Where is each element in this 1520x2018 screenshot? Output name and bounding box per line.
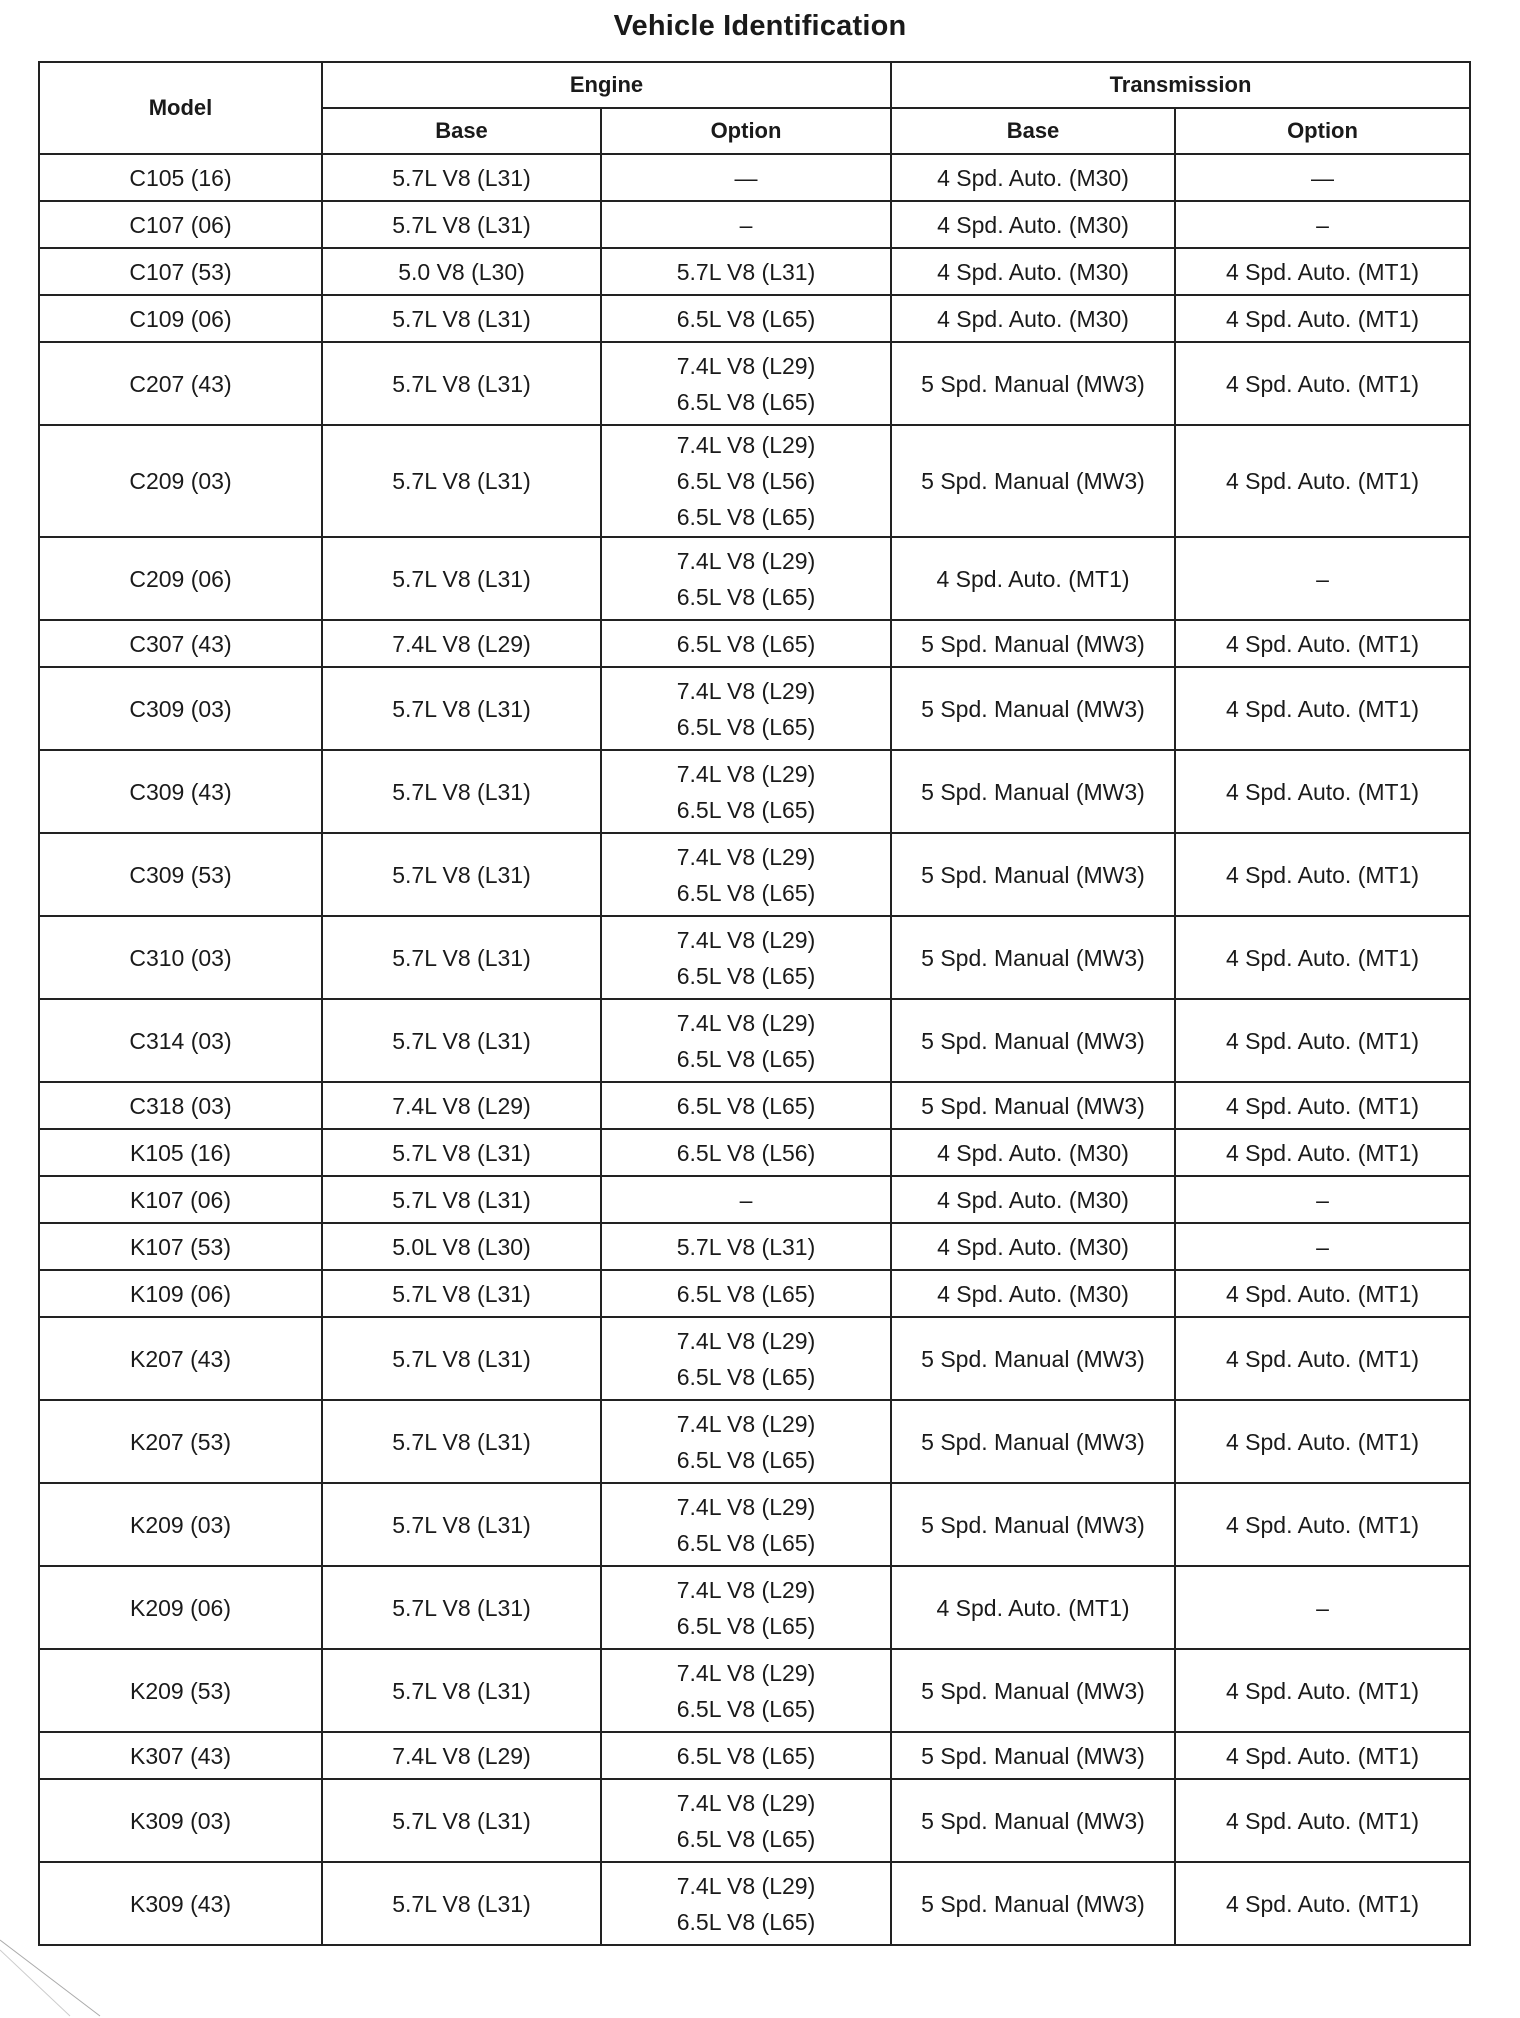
transmission-option-cell: –: [1175, 537, 1470, 620]
engine-option-line: 6.5L V8 (L65): [676, 1908, 816, 1935]
engine-option-line: 6.5L V8 (L56): [676, 1139, 816, 1166]
transmission-option-cell: 4 Spd. Auto. (MT1): [1175, 1862, 1470, 1945]
engine-base-cell: 5.7L V8 (L31): [322, 537, 601, 620]
engine-base-cell: 5.7L V8 (L31): [322, 425, 601, 537]
engine-base-cell: 5.7L V8 (L31): [322, 667, 601, 750]
engine-option-line: 6.5L V8 (L65): [676, 796, 816, 823]
transmission-base-cell: 5 Spd. Manual (MW3): [891, 833, 1175, 916]
engine-base-cell: 5.7L V8 (L31): [322, 1862, 601, 1945]
transmission-option-cell: 4 Spd. Auto. (MT1): [1175, 342, 1470, 425]
engine-base-cell: 5.7L V8 (L31): [322, 1649, 601, 1732]
table-row: [39, 1176, 1470, 1223]
table-row: [39, 1223, 1470, 1270]
engine-option-line: 7.4L V8 (L29): [676, 1789, 816, 1816]
engine-base-cell: 5.7L V8 (L31): [322, 1400, 601, 1483]
transmission-option-cell: 4 Spd. Auto. (MT1): [1175, 1129, 1470, 1176]
model-cell: C309 (43): [39, 750, 322, 833]
model-cell: K107 (06): [39, 1176, 322, 1223]
model-cell: C309 (03): [39, 667, 322, 750]
model-cell: K209 (53): [39, 1649, 322, 1732]
table-row: [39, 342, 1470, 425]
transmission-base-cell: 5 Spd. Manual (MW3): [891, 916, 1175, 999]
engine-option-line: 6.5L V8 (L65): [676, 630, 816, 657]
transmission-option-cell: 4 Spd. Auto. (MT1): [1175, 1317, 1470, 1400]
table-row: [39, 425, 1470, 537]
table-row: [39, 537, 1470, 620]
transmission-base-cell: 4 Spd. Auto. (M30): [891, 1223, 1175, 1270]
table-row: [39, 1566, 1470, 1649]
engine-option-line: 6.5L V8 (L65): [676, 1825, 816, 1852]
transmission-base-cell: 5 Spd. Manual (MW3): [891, 620, 1175, 667]
model-cell: K209 (03): [39, 1483, 322, 1566]
transmission-option-cell: 4 Spd. Auto. (MT1): [1175, 750, 1470, 833]
engine-option-cell: [601, 620, 891, 667]
transmission-option-cell: –: [1175, 201, 1470, 248]
model-cell: C307 (43): [39, 620, 322, 667]
engine-option-line: 6.5L V8 (L65): [676, 879, 816, 906]
engine-option-cell: [601, 1129, 891, 1176]
transmission-base-cell: 5 Spd. Manual (MW3): [891, 1779, 1175, 1862]
engine-base-header: Base: [322, 108, 601, 154]
transmission-base-cell: 4 Spd. Auto. (M30): [891, 201, 1175, 248]
engine-header: Engine: [322, 62, 891, 108]
engine-option-cell: [601, 425, 891, 537]
transmission-option-cell: 4 Spd. Auto. (MT1): [1175, 1649, 1470, 1732]
engine-option-line: –: [739, 211, 753, 238]
engine-option-cell: [601, 833, 891, 916]
model-cell: C310 (03): [39, 916, 322, 999]
engine-option-line: 5.7L V8 (L31): [676, 258, 816, 285]
transmission-base-cell: 4 Spd. Auto. (M30): [891, 295, 1175, 342]
transmission-base-cell: 4 Spd. Auto. (MT1): [891, 1566, 1175, 1649]
transmission-option-cell: 4 Spd. Auto. (MT1): [1175, 1779, 1470, 1862]
transmission-option-header: Option: [1175, 108, 1470, 154]
engine-option-cell: [601, 1649, 891, 1732]
table-row: [39, 999, 1470, 1082]
transmission-option-cell: 4 Spd. Auto. (MT1): [1175, 1483, 1470, 1566]
transmission-option-cell: 4 Spd. Auto. (MT1): [1175, 620, 1470, 667]
transmission-base-cell: 5 Spd. Manual (MW3): [891, 1400, 1175, 1483]
table-body: [39, 154, 1470, 1945]
engine-option-line: 6.5L V8 (L65): [676, 1446, 816, 1473]
table-row: [39, 667, 1470, 750]
transmission-option-cell: 4 Spd. Auto. (MT1): [1175, 295, 1470, 342]
engine-base-cell: 7.4L V8 (L29): [322, 1732, 601, 1779]
engine-option-line: 7.4L V8 (L29): [676, 1009, 816, 1036]
model-cell: K207 (53): [39, 1400, 322, 1483]
engine-option-line: 7.4L V8 (L29): [676, 843, 816, 870]
engine-option-line: 7.4L V8 (L29): [676, 352, 816, 379]
engine-base-cell: 5.0 V8 (L30): [322, 248, 601, 295]
table-row: [39, 1862, 1470, 1945]
transmission-option-cell: 4 Spd. Auto. (MT1): [1175, 916, 1470, 999]
scan-edge-mark: [0, 1938, 120, 2018]
engine-option-cell: [601, 154, 891, 201]
transmission-base-cell: 5 Spd. Manual (MW3): [891, 1483, 1175, 1566]
engine-option-cell: [601, 1176, 891, 1223]
engine-base-cell: 5.0L V8 (L30): [322, 1223, 601, 1270]
table-row: [39, 1270, 1470, 1317]
engine-base-cell: 5.7L V8 (L31): [322, 342, 601, 425]
transmission-option-cell: 4 Spd. Auto. (MT1): [1175, 425, 1470, 537]
model-cell: K105 (16): [39, 1129, 322, 1176]
table-row: [39, 1082, 1470, 1129]
transmission-base-cell: 5 Spd. Manual (MW3): [891, 1732, 1175, 1779]
engine-option-line: 6.5L V8 (L65): [676, 1092, 816, 1119]
transmission-option-cell: 4 Spd. Auto. (MT1): [1175, 1400, 1470, 1483]
engine-option-cell: [601, 342, 891, 425]
transmission-base-cell: 5 Spd. Manual (MW3): [891, 1862, 1175, 1945]
table-row: [39, 295, 1470, 342]
engine-option-line: 7.4L V8 (L29): [676, 1493, 816, 1520]
transmission-option-cell: 4 Spd. Auto. (MT1): [1175, 667, 1470, 750]
engine-option-line: 6.5L V8 (L65): [676, 1363, 816, 1390]
engine-option-line: 7.4L V8 (L29): [676, 1327, 816, 1354]
engine-base-cell: 5.7L V8 (L31): [322, 201, 601, 248]
engine-option-line: 6.5L V8 (L65): [676, 713, 816, 740]
engine-option-line: 6.5L V8 (L65): [676, 1742, 816, 1769]
engine-option-line: 7.4L V8 (L29): [676, 677, 816, 704]
transmission-option-cell: 4 Spd. Auto. (MT1): [1175, 1082, 1470, 1129]
engine-option-line: 7.4L V8 (L29): [676, 1410, 816, 1437]
engine-option-cell: [601, 999, 891, 1082]
table-row: [39, 916, 1470, 999]
transmission-base-cell: 5 Spd. Manual (MW3): [891, 342, 1175, 425]
transmission-base-cell: 5 Spd. Manual (MW3): [891, 1317, 1175, 1400]
transmission-base-cell: 5 Spd. Manual (MW3): [891, 999, 1175, 1082]
model-cell: C107 (06): [39, 201, 322, 248]
transmission-base-cell: 5 Spd. Manual (MW3): [891, 1082, 1175, 1129]
engine-base-cell: 5.7L V8 (L31): [322, 916, 601, 999]
table-row: [39, 833, 1470, 916]
engine-option-line: 6.5L V8 (L65): [676, 388, 816, 415]
table-row: [39, 1732, 1470, 1779]
page-title: Vehicle Identification: [613, 10, 907, 42]
model-header: Model: [39, 62, 322, 154]
engine-option-line: 6.5L V8 (L56): [676, 468, 816, 494]
engine-option-cell: [601, 667, 891, 750]
engine-option-line: 6.5L V8 (L65): [676, 1612, 816, 1639]
transmission-option-cell: —: [1175, 154, 1470, 201]
transmission-base-cell: 5 Spd. Manual (MW3): [891, 750, 1175, 833]
engine-option-line: 6.5L V8 (L65): [676, 1045, 816, 1072]
engine-base-cell: 5.7L V8 (L31): [322, 295, 601, 342]
transmission-base-header: Base: [891, 108, 1175, 154]
engine-base-cell: 5.7L V8 (L31): [322, 1270, 601, 1317]
table-row: [39, 1649, 1470, 1732]
table-row: [39, 1317, 1470, 1400]
transmission-base-cell: 4 Spd. Auto. (M30): [891, 1176, 1175, 1223]
model-cell: C105 (16): [39, 154, 322, 201]
engine-option-cell: [601, 916, 891, 999]
engine-base-cell: 5.7L V8 (L31): [322, 999, 601, 1082]
engine-option-line: 7.4L V8 (L29): [676, 1576, 816, 1603]
transmission-option-cell: 4 Spd. Auto. (MT1): [1175, 1270, 1470, 1317]
transmission-base-cell: 5 Spd. Manual (MW3): [891, 425, 1175, 537]
transmission-base-cell: 5 Spd. Manual (MW3): [891, 1649, 1175, 1732]
transmission-option-cell: –: [1175, 1223, 1470, 1270]
engine-base-cell: 5.7L V8 (L31): [322, 154, 601, 201]
engine-option-line: —: [734, 164, 758, 191]
engine-option-cell: [601, 1566, 891, 1649]
engine-option-cell: [601, 1862, 891, 1945]
engine-option-cell: [601, 248, 891, 295]
engine-option-line: 6.5L V8 (L65): [676, 504, 816, 530]
table-row: [39, 620, 1470, 667]
engine-base-cell: 5.7L V8 (L31): [322, 1317, 601, 1400]
engine-base-cell: 5.7L V8 (L31): [322, 1566, 601, 1649]
engine-option-line: 6.5L V8 (L65): [676, 583, 816, 610]
model-cell: C309 (53): [39, 833, 322, 916]
engine-option-header: Option: [601, 108, 891, 154]
transmission-base-cell: 4 Spd. Auto. (M30): [891, 1270, 1175, 1317]
engine-base-cell: 7.4L V8 (L29): [322, 1082, 601, 1129]
model-cell: K207 (43): [39, 1317, 322, 1400]
transmission-base-cell: 4 Spd. Auto. (M30): [891, 248, 1175, 295]
model-cell: C209 (03): [39, 425, 322, 537]
transmission-option-cell: –: [1175, 1566, 1470, 1649]
model-cell: C318 (03): [39, 1082, 322, 1129]
engine-base-cell: 5.7L V8 (L31): [322, 833, 601, 916]
model-cell: K309 (03): [39, 1779, 322, 1862]
model-cell: K107 (53): [39, 1223, 322, 1270]
transmission-base-cell: 4 Spd. Auto. (M30): [891, 1129, 1175, 1176]
engine-base-cell: 5.7L V8 (L31): [322, 1779, 601, 1862]
model-cell: K309 (43): [39, 1862, 322, 1945]
transmission-base-cell: 4 Spd. Auto. (M30): [891, 154, 1175, 201]
engine-option-cell: [601, 537, 891, 620]
engine-option-cell: [601, 1317, 891, 1400]
model-cell: C109 (06): [39, 295, 322, 342]
engine-option-line: 6.5L V8 (L65): [676, 962, 816, 989]
transmission-option-cell: 4 Spd. Auto. (MT1): [1175, 1732, 1470, 1779]
model-cell: C107 (53): [39, 248, 322, 295]
engine-base-cell: 5.7L V8 (L31): [322, 750, 601, 833]
engine-option-line: 6.5L V8 (L65): [676, 1695, 816, 1722]
transmission-option-cell: 4 Spd. Auto. (MT1): [1175, 999, 1470, 1082]
transmission-option-cell: 4 Spd. Auto. (MT1): [1175, 833, 1470, 916]
table-row: [39, 248, 1470, 295]
engine-base-cell: 5.7L V8 (L31): [322, 1176, 601, 1223]
engine-option-cell: [601, 1082, 891, 1129]
transmission-header: Transmission: [891, 62, 1470, 108]
table-row: [39, 1779, 1470, 1862]
engine-option-cell: [601, 1483, 891, 1566]
table-row: [39, 154, 1470, 201]
table-row: [39, 1483, 1470, 1566]
engine-option-cell: [601, 1223, 891, 1270]
model-cell: C314 (03): [39, 999, 322, 1082]
engine-option-cell: [601, 295, 891, 342]
model-cell: C209 (06): [39, 537, 322, 620]
engine-option-line: –: [739, 1186, 753, 1213]
engine-base-cell: 5.7L V8 (L31): [322, 1483, 601, 1566]
engine-option-line: 7.4L V8 (L29): [676, 432, 816, 458]
vehicle-identification-table: [38, 61, 1471, 1946]
engine-option-line: 7.4L V8 (L29): [676, 1872, 816, 1899]
transmission-base-cell: 5 Spd. Manual (MW3): [891, 667, 1175, 750]
engine-option-line: 5.7L V8 (L31): [676, 1233, 816, 1260]
engine-option-line: 7.4L V8 (L29): [676, 760, 816, 787]
table-row: [39, 1129, 1470, 1176]
engine-option-cell: [601, 1732, 891, 1779]
model-cell: K109 (06): [39, 1270, 322, 1317]
transmission-option-cell: –: [1175, 1176, 1470, 1223]
engine-option-cell: [601, 201, 891, 248]
table-row: [39, 750, 1470, 833]
engine-option-cell: [601, 1270, 891, 1317]
model-cell: K307 (43): [39, 1732, 322, 1779]
engine-base-cell: 5.7L V8 (L31): [322, 1129, 601, 1176]
engine-option-cell: [601, 750, 891, 833]
engine-option-line: 7.4L V8 (L29): [676, 547, 816, 574]
engine-option-line: 7.4L V8 (L29): [676, 926, 816, 953]
table-row: [39, 1400, 1470, 1483]
engine-base-cell: 7.4L V8 (L29): [322, 620, 601, 667]
engine-option-line: 6.5L V8 (L65): [676, 305, 816, 332]
model-cell: K209 (06): [39, 1566, 322, 1649]
model-cell: C207 (43): [39, 342, 322, 425]
transmission-base-cell: 4 Spd. Auto. (MT1): [891, 537, 1175, 620]
engine-option-cell: [601, 1400, 891, 1483]
engine-option-line: 6.5L V8 (L65): [676, 1529, 816, 1556]
engine-option-line: 6.5L V8 (L65): [676, 1280, 816, 1307]
transmission-option-cell: 4 Spd. Auto. (MT1): [1175, 248, 1470, 295]
engine-option-cell: [601, 1779, 891, 1862]
engine-option-line: 7.4L V8 (L29): [676, 1659, 816, 1686]
table-row: [39, 201, 1470, 248]
